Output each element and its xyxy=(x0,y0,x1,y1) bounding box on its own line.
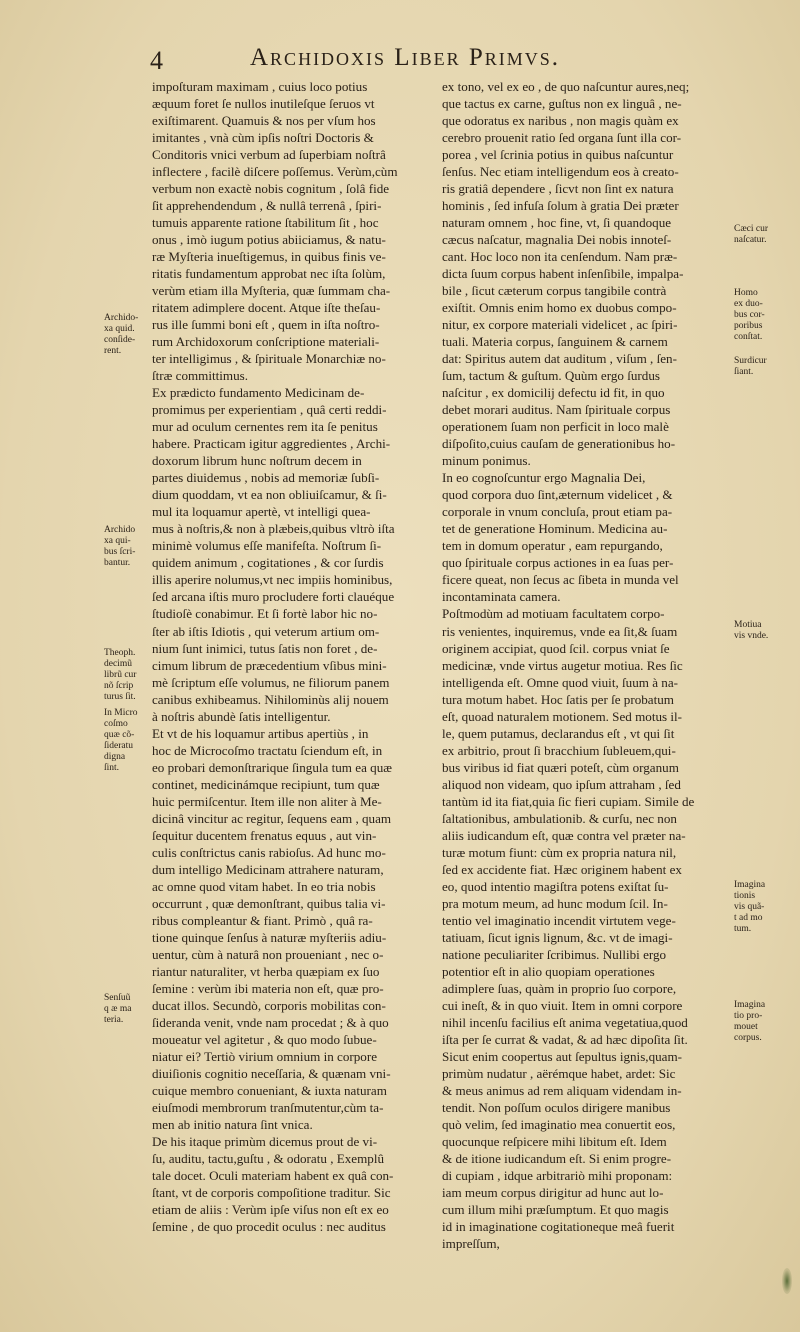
text-line: ſemine , de quo procedit oculus : nec auditus xyxy=(152,1219,386,1235)
text-line: canibus exhibeamus. Nihilominùs alij nouem xyxy=(152,691,389,707)
margin-note-line: Motiua xyxy=(734,620,762,630)
margin-note-line: Surdicur xyxy=(734,356,767,366)
text-line: Sicut enim coopertus aut ſepultus ignis,quam- xyxy=(442,1048,683,1064)
text-line: ritatem adimplere docent. Atque iſte theſau- xyxy=(152,300,381,316)
margin-note-line: teria. xyxy=(104,1015,124,1025)
text-line: etiam de aliis : Verùm ipſe viſus non eſt ex eo xyxy=(152,1202,389,1218)
margin-note-line: t ad mo xyxy=(734,913,763,923)
text-line: mur ad oculum cernentes rem ita ſe penitus xyxy=(152,419,378,435)
text-line: ris venientes, inquiremus, vnde ea ſit,& ſuam xyxy=(442,623,678,639)
text-line: onus , imò iugum potius abiiciamus, & natu- xyxy=(152,232,386,248)
margin-note-line: nõ ſcrip xyxy=(104,681,134,691)
margin-note-line: rent. xyxy=(104,346,122,356)
text-line: nitur, ex corpore materiali videlicet , ac ſpiri- xyxy=(442,317,678,333)
margin-note xyxy=(734,1000,765,1044)
text-line: ex arbitrio, prout ſi bracchium ſubleuem,qui- xyxy=(442,742,676,758)
text-line: cimum librum de præcedentium vſibus mini- xyxy=(152,657,387,673)
margin-note-line: q æ ma xyxy=(104,1004,132,1014)
text-line: pra motum meum, ad hunc modum ſcil. In- xyxy=(442,895,668,911)
text-line: quocunque reſpicere mihi libitum eſt. Idem xyxy=(442,1133,667,1149)
text-line: turæ motum fiunt: cùm ex propria natura nil, xyxy=(442,844,677,860)
text-line: di cupiam , idque arbitrariò mihi proponam: xyxy=(442,1168,673,1183)
text-line: tem in domum operatur , eam repurgando, xyxy=(442,538,663,554)
margin-note-line: mouet xyxy=(734,1022,758,1032)
margin-note xyxy=(104,708,138,774)
margin-note xyxy=(104,525,135,569)
text-line: ſtræ committimus. xyxy=(152,368,249,384)
text-line: originem accipiat, quod ſcil. corpus vniat ſe xyxy=(442,640,670,656)
text-line: Poſtmodùm ad motiuam facultatem corpo- xyxy=(442,606,665,622)
text-line: tatiuam, ſicut ignis lignum, &c. vt de imagi- xyxy=(442,929,673,945)
text-line: men ab initio natura ſint vnica. xyxy=(152,1116,313,1132)
margin-note-line: ſiant. xyxy=(734,367,754,377)
text-line: impoſturam maximam , cuius loco potius xyxy=(152,79,368,94)
text-line: ter intelligimus , & ſpirituale Monarchiæ no- xyxy=(152,351,386,367)
text-line: bus viribus id fiat quæri poteſt, cùm organum xyxy=(442,759,679,775)
margin-note xyxy=(734,880,765,935)
text-line: tentio vel imaginatio incendit virtutem vege- xyxy=(442,912,676,928)
margin-note-line: ex duo- xyxy=(734,299,763,309)
text-line: doxorum librum hunc noſtrum decem in xyxy=(152,453,362,469)
margin-note-line: Theoph. xyxy=(104,648,136,658)
text-line: ſit apprehendendum , & nullâ terrenâ , ſpiri- xyxy=(152,198,382,214)
text-line: cui ineſt, & in quo viuit. Item in omni corpore xyxy=(442,997,683,1013)
text-line: habere. Practicam igitur aggredientes , Archi- xyxy=(152,436,391,452)
text-line: exiſtit. Omnis enim homo ex duobus compo- xyxy=(442,300,677,316)
margin-note-line: tio pro- xyxy=(734,1011,763,1021)
text-line: promimus per experientiam , quâ certi reddi- xyxy=(152,402,387,418)
text-line: exiſtimarent. Quamuis & nos per vſum hos xyxy=(152,113,376,129)
text-line: rum Archidoxorum conſcriptione materiali- xyxy=(152,334,380,350)
margin-note xyxy=(734,356,767,378)
text-line: partes diuidemus , nobis ad memoriæ ſubſi- xyxy=(152,470,380,486)
text-line: inflectere , facilè diſcere poſſemus. Verùm,cùm xyxy=(152,164,398,180)
text-line: ſed ex accidente fiat. Hæc originem habent ex xyxy=(442,861,682,877)
text-line: ſed arcana iſtis muro procludere forti clauéque xyxy=(152,589,395,605)
margin-note xyxy=(734,288,765,343)
margin-note xyxy=(104,993,131,1026)
text-line: mè ſcriptum eſſe volumus, ne filiorum panem xyxy=(152,674,390,690)
margin-note-line: Senſuũ xyxy=(104,993,131,1003)
text-line: quod corpora duo ſint,æternum videlicet , & xyxy=(442,487,673,503)
text-line: & de itione iudicandum eſt. Si enim progre- xyxy=(442,1150,672,1166)
text-line: tendit. Non poſſum oculos dirigere manibus xyxy=(442,1099,671,1115)
margin-note xyxy=(104,648,136,703)
text-line: diuiſionis cognitio neceſſaria, & quænam vni- xyxy=(152,1065,391,1081)
text-line: verùm etiam illa Myſteria, quæ ſummam cha- xyxy=(152,283,391,299)
text-line: le, quem putamus, declarandus eſt , vt qui ſit xyxy=(442,725,675,741)
text-line: occurrunt , quæ demonſtrant, quibus talia vi- xyxy=(152,895,386,911)
margin-note-line: ſideratu xyxy=(104,741,134,751)
text-line: ex tono, vel ex eo , de quo naſcuntur aures,neq; xyxy=(442,79,690,94)
margin-note-line: ſint. xyxy=(104,763,120,773)
text-line: cæcus naſcatur, magnalia Dei nobis innoteſ- xyxy=(442,232,672,248)
text-line: iam meum corpus dirigitur ad hunc aut lo- xyxy=(442,1185,664,1201)
margin-note-line: Cæci cur xyxy=(734,224,769,234)
text-line: & meus animus ad rem aliquam videndam in- xyxy=(442,1082,682,1098)
margin-note-line: In Micro xyxy=(104,708,138,718)
text-line: id in imaginatione cogitationeque meâ fuerit xyxy=(442,1219,675,1235)
text-line: In eo cognoſcuntur ergo Magnalia Dei, xyxy=(442,470,646,486)
margin-note-line: corpus. xyxy=(734,1033,762,1043)
text-line: dicta ſuum corpus habent inſenſibile, impalpa- xyxy=(442,266,684,282)
text-line: hominis , ſed infuſa ſolum à gratia Dei præter xyxy=(442,198,679,214)
margin-note xyxy=(734,620,768,642)
text-line: rus ille ſummi boni eſt , quem in iſta noſtro- xyxy=(152,317,380,333)
text-line: quidem animum , cogitationes , & cor ſurdis xyxy=(152,555,384,571)
text-line: eſt, quoad naturalem motionem. Sed motus il- xyxy=(442,708,683,724)
text-line: dium quoddam, vt ea non obliuiſcamur, & ſi- xyxy=(152,487,387,503)
text-line: corporale in vnum concluſa, prout etiam pa- xyxy=(442,504,673,520)
text-line: ſequitur ducentem frenatus equus , aut vin- xyxy=(152,827,377,843)
text-line: ris gratiâ dependere , ſicvt non ſint ex natura xyxy=(442,181,674,197)
text-line: continet, medicinámque recipiunt, tum quæ xyxy=(152,776,380,792)
text-line: Ex prædicto fundamento Medicinam de- xyxy=(152,385,365,401)
margin-note xyxy=(104,313,138,357)
text-line: que tactus ex carne, guſtus non ex linguâ , ne- xyxy=(442,96,682,112)
text-line: tantùm id ita fiat,quia ſic fieri cupiam. Simile de xyxy=(442,793,695,809)
text-line: tione quinque ſenſus à naturæ myſteriis adiu- xyxy=(152,929,387,945)
margin-note-line: Homo xyxy=(734,288,758,298)
text-line: eiuſmodi membrorum tranſmutentur,cùm ta- xyxy=(152,1099,384,1115)
text-line: æquum foret ſe nullos inutileſque ſeruos vt xyxy=(152,96,375,112)
text-line: tet de generatione Hominum. Medicina au- xyxy=(442,521,668,537)
text-line: minimè volumus eſſe manifeſta. Noſtrum ſi- xyxy=(152,538,382,554)
text-line: ſenſus. Nec etiam intelligendum eos à creato- xyxy=(442,164,679,180)
text-line: Conditoris vnici verbum ad ſuperbiam noſtrâ xyxy=(152,147,386,163)
text-line: ræ Myſteria inueſtigemus, in quibus finis ve- xyxy=(152,249,386,265)
margin-note-line: naſcatur. xyxy=(734,235,767,245)
text-line: ficere queat, non ſecus ac ſibeta in munda vel xyxy=(442,572,679,588)
text-line: nium ſunt inimici, tutus ſatis non foret , de- xyxy=(152,640,378,656)
text-line: iſta per ſe currat & vadat, & ad hæc dipoſita ſit. xyxy=(442,1031,688,1047)
text-line: ſtant, vt de corporis compoſitione traditur. Sic xyxy=(152,1185,391,1201)
text-line: impreſſum, xyxy=(442,1236,500,1252)
text-line: tale docet. Oculi materiam habent ex quâ con- xyxy=(152,1168,394,1183)
margin-note-line: digna xyxy=(104,752,126,762)
running-head: Archidoxis Liber Primvs. xyxy=(250,44,561,71)
page-number: 4 xyxy=(150,46,163,75)
text-line: moueatur vel agitetur , & quo modo ſubue- xyxy=(152,1031,377,1047)
margin-note-line: decimũ xyxy=(104,659,132,669)
text-line: minum ponimus. xyxy=(442,453,531,469)
text-line: cuique membro conueniant, & iuxta naturam xyxy=(152,1082,387,1098)
margin-note-line: vis vnde. xyxy=(734,631,769,641)
margin-note-line: bus ſcri- xyxy=(104,547,136,557)
text-line: ſum, tactum & guſtum. Quùm ergo ſurdus xyxy=(442,368,660,384)
text-line: potentior eſt in alio quopiam operationes xyxy=(442,963,655,979)
text-line: niatur ei? Tertiò virium omnium in corpore xyxy=(152,1048,378,1064)
text-line: ſu, auditu, tactu,guſtu , & odoratu , Exemplû xyxy=(152,1150,385,1166)
margin-note-line: xa quid. xyxy=(104,324,135,334)
text-line: illis aperire nolumus,vt nec impiis hominibus, xyxy=(152,572,393,588)
text-line: quo ſpirituale corpus actiones in ea ſuas per- xyxy=(442,555,674,571)
page-header xyxy=(150,44,750,78)
text-line: adimplere ſuas, quàm in proprio ſuo corpore, xyxy=(442,980,677,996)
margin-note-line: bus cor- xyxy=(734,310,765,320)
text-line: medicinæ, vnde virtus augetur motiua. Res ſic xyxy=(442,657,683,673)
text-line: ſemine : verùm ibi materia non eſt, quæ pro- xyxy=(152,980,384,996)
text-line: porea , vel ſcrinia potius in quibus naſcuntur xyxy=(442,147,674,163)
text-line: tumuis apparente ratione ſtabilitum ſit , hoc xyxy=(152,215,379,231)
text-line: De his itaque primùm dicemus prout de vi- xyxy=(152,1133,378,1149)
text-line: bile , ſicut cæterum corpus tangibile contrà xyxy=(442,283,667,299)
ink-stain-mark xyxy=(782,1268,792,1294)
text-line: ſideranda venit, vnde nam procedat ; & à quo xyxy=(152,1014,389,1030)
margin-note-line: Archido- xyxy=(104,313,139,323)
text-line: mus à noſtris,& non à plæbeis,quibus vltrò iſta xyxy=(152,521,395,537)
text-line: cum illum mihi præſumptum. Et quo magis xyxy=(442,1202,669,1218)
text-line: incontaminata camera. xyxy=(442,589,561,605)
margin-note-line: xa qui- xyxy=(104,536,131,546)
text-line: naturam omnem , hoc fine, vt, ſi quandoque xyxy=(442,215,672,231)
text-line: aliquod non videam, quo ipſum attraham , ſed xyxy=(442,776,681,792)
margin-note-line: Imagina xyxy=(734,1000,766,1010)
text-line: ducat illos. Secundò, corporis mobilitas con- xyxy=(152,997,386,1013)
text-line: ſtudioſè conabimur. Et ſi fortè labor hic no- xyxy=(152,606,378,622)
text-line: à noſtris abundè ſatis intelligentur. xyxy=(152,708,331,724)
text-line: mul ita loquamur apertè, vt intelligi quea- xyxy=(152,504,371,520)
text-line: ſaltationibus, ambulationib. & curſu, nec non xyxy=(442,810,677,826)
margin-note-line: coſmo xyxy=(104,719,128,729)
margin-note xyxy=(734,224,768,246)
text-line: ribus compleantur & fiant. Primò , quâ ra- xyxy=(152,912,373,928)
margin-note-line: vis quã- xyxy=(734,902,765,912)
margin-note-line: Archido xyxy=(104,525,136,535)
text-line: ritatis fundamentum approbat nec iſta ſolùm, xyxy=(152,266,386,282)
left-text-column xyxy=(152,78,428,1235)
margin-note-line: tum. xyxy=(734,924,752,934)
text-line: dicinâ vincitur ac regitur, ſequens eam , quam xyxy=(152,810,392,826)
text-line: eo probari demonſtrarique ſingula tum ea quæ xyxy=(152,759,392,775)
text-line: riantur naturaliter, vt herba quæpiam ex ſuo xyxy=(152,963,380,979)
text-line: operationem ſuam non perficit in loco malè xyxy=(442,419,669,435)
text-line: eo, quod intentio magiſtra potens exiſtat ſu- xyxy=(442,878,669,894)
text-line: uentur, cùm à naturâ non proueniant , nec o- xyxy=(152,946,384,962)
text-line: quò velim, ſed imaginatio mea conuertit eos, xyxy=(442,1116,676,1132)
text-line: intelligenda eſt. Omne quod viuit, ſuum à na- xyxy=(442,674,679,690)
text-line: dat: Spiritus autem dat auditum , viſum , ſen- xyxy=(442,351,677,367)
text-line: diſpoſito,cuius cauſam de generationibus ho- xyxy=(442,436,676,452)
text-line: aliis iudicandum eſt, quæ contra vel præter na- xyxy=(442,827,686,843)
margin-note-line: poribus xyxy=(734,321,763,331)
text-line: hoc de Microcoſmo tractatu ſciendum eſt, in xyxy=(152,742,383,758)
text-line: tura motum habet. Hoc ſatis per ſe probatum xyxy=(442,691,674,707)
text-line: verbum non exactè nobis cognitum , ſolâ fide xyxy=(152,181,390,197)
text-line: naſcitur , ex domicilij defectu id fit, in quo xyxy=(442,385,665,401)
text-line: cerebro prouenit ratio ſed organa ſunt illa cor- xyxy=(442,130,682,146)
text-line: natione peculiariter ſcribimus. Nullibi ergo xyxy=(442,946,667,962)
right-text-column xyxy=(442,78,730,1252)
margin-note-line: bantur. xyxy=(104,558,131,568)
text-line: imitantes , vnà cùm ipſis noſtri Doctoris & xyxy=(152,130,374,146)
margin-note-line: conſide- xyxy=(104,335,136,345)
text-line: tuali. Materia corpus, ſanguinem & carnem xyxy=(442,334,668,350)
text-line: ac omne quod vitam habet. In eo tria nobis xyxy=(152,878,376,894)
margin-note-line: conſtat. xyxy=(734,332,763,342)
margin-note-line: Imagina xyxy=(734,880,766,890)
text-line: ſter ab iſtis Idiotis , qui veterum artium om- xyxy=(152,623,380,639)
text-line: cant. Hoc loco non ita cenſendum. Nam præ- xyxy=(442,249,678,265)
margin-note-line: librũ cur xyxy=(104,670,137,680)
text-line: culis conſtrictus canis rabioſus. Ad hunc mo- xyxy=(152,844,386,860)
text-line: dum intelligo Medicinam attrahere naturam, xyxy=(152,861,384,877)
text-line: debet morari auditus. Nam ſpirituale corpus xyxy=(442,402,671,418)
text-line: Et vt de his loquamur artibus apertiùs , in xyxy=(152,725,369,741)
text-line: primùm nudatur , aërémque habet, ardet: Sic xyxy=(442,1065,676,1081)
margin-note-line: quæ cõ- xyxy=(104,730,135,740)
text-line: huic permiſcentur. Item ille non aliter à Me- xyxy=(152,793,382,809)
margin-note-line: turus ſit. xyxy=(104,692,136,702)
text-line: que odoratus ex naribus , non magis quàm ex xyxy=(442,113,679,129)
margin-note-line: tionis xyxy=(734,891,756,901)
text-line: nihil incenſu facilius eſt anima vegetatiua,quod xyxy=(442,1014,688,1030)
